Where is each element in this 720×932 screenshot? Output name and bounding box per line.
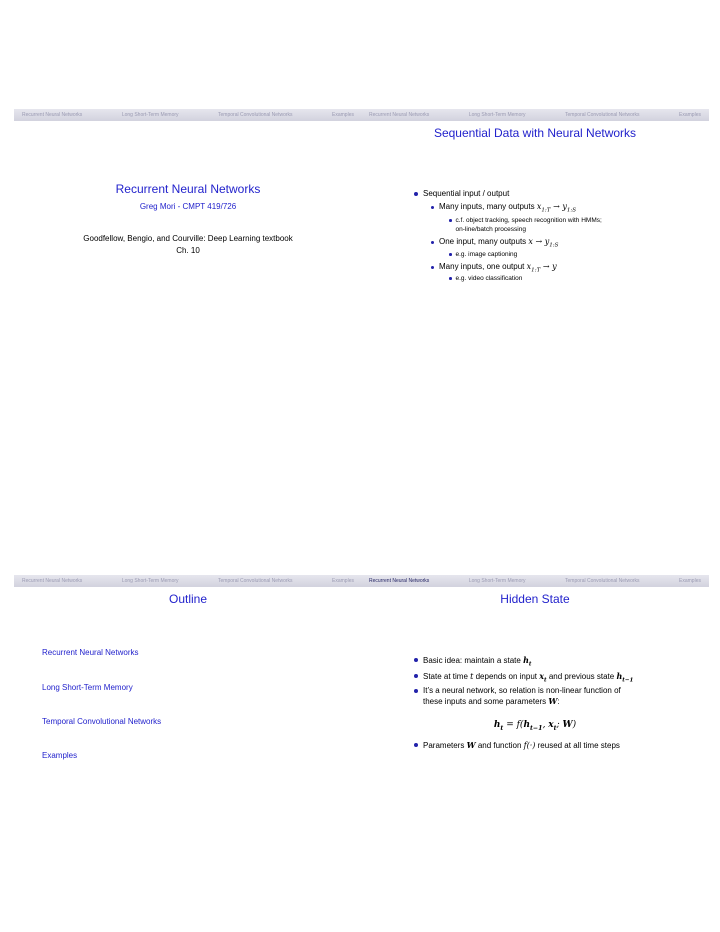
outline-item-rnn[interactable]: Recurrent Neural Networks xyxy=(42,648,139,657)
bullet-item xyxy=(414,655,532,670)
nav-item-rnn[interactable]: Recurrent Neural Networks xyxy=(369,578,430,584)
nav-bar xyxy=(14,109,362,121)
bullet-text: these inputs and some parameters xyxy=(423,697,547,706)
bullet-item xyxy=(431,237,559,251)
formula: $h_{t-1}$ xyxy=(616,671,634,684)
nav-item-lstm[interactable]: Long Short-Term Memory xyxy=(468,578,526,584)
nav-item-lstm[interactable]: Long Short-Term Memory xyxy=(468,112,526,118)
author-line: Greg Mori - CMPT 419/726 xyxy=(139,202,237,211)
nav-item-lstm[interactable]: Long Short-Term Memory xyxy=(121,578,179,584)
bullet-icon xyxy=(414,658,418,662)
bullet-text: reused at all time steps xyxy=(537,741,620,750)
bullet-text: e.g. video classification xyxy=(455,275,523,282)
bullet-text: and previous state xyxy=(548,672,615,681)
outline-item-examples[interactable]: Examples xyxy=(42,751,78,760)
bullet-icon xyxy=(449,219,452,222)
bullet-item xyxy=(449,274,522,283)
bullet-text: Many inputs, many outputs xyxy=(439,202,535,211)
bullet-text: e.g. image captioning xyxy=(455,251,518,258)
formula: $h_t$ xyxy=(523,655,532,668)
bullet-icon xyxy=(431,266,434,269)
outline-item-tcn[interactable]: Temporal Convolutional Networks xyxy=(42,717,162,726)
bullet-item xyxy=(414,671,633,686)
bullet-item xyxy=(414,740,620,751)
nav-item-tcn[interactable]: Temporal Convolutional Networks xyxy=(565,112,640,118)
bullet-text: Many inputs, one output xyxy=(439,262,525,271)
nav-item-tcn[interactable]: Temporal Convolutional Networks xyxy=(565,578,640,584)
nav-item-lstm[interactable]: Long Short-Term Memory xyxy=(121,112,179,118)
formula: $x_{1:T} \to y$ xyxy=(526,262,557,274)
slide-1 xyxy=(14,109,362,370)
bullet-item: It’s a neural network, so relation is non-linear function of these inputs and some parameters W: xyxy=(414,686,621,707)
nav-item-tcn[interactable]: Temporal Convolutional Networks xyxy=(218,112,293,118)
bullet-icon xyxy=(414,674,418,678)
formula: $x \to y_{1:S}$ xyxy=(528,237,559,249)
bullet-text: It’s a neural network, so relation is non-linear function of xyxy=(423,686,621,695)
bullet-text: Basic idea: maintain a state xyxy=(423,656,521,665)
nav-item-rnn[interactable]: Recurrent Neural Networks xyxy=(22,112,83,118)
nav-item-rnn[interactable]: Recurrent Neural Networks xyxy=(369,112,430,118)
formula: t xyxy=(470,672,474,681)
nav-item-examples[interactable]: Examples xyxy=(332,578,354,584)
bullet-item xyxy=(414,189,509,199)
slide-title: Sequential Data with Neural Networks xyxy=(433,126,637,140)
bullet-icon xyxy=(431,206,434,209)
slide-4 xyxy=(361,575,709,836)
bullet-icon xyxy=(431,241,434,244)
formula: f(·) xyxy=(523,741,536,750)
presentation-title: Recurrent Neural Networks xyxy=(115,182,261,196)
bullet-icon xyxy=(449,277,452,280)
bullet-icon xyxy=(449,253,452,256)
equation: $h_t = f(h_{t-1}$, $x_t$; W) xyxy=(493,720,577,732)
slide-3 xyxy=(14,575,362,836)
bullet-text: c.f. object tracking, speech recognition with HMMs; xyxy=(455,217,602,224)
outline-item-lstm[interactable]: Long Short-Term Memory xyxy=(42,683,133,692)
nav-bar xyxy=(361,109,709,121)
nav-bar xyxy=(361,575,709,587)
reference-line: Goodfellow, Bengio, and Courville: Deep Learning textbook xyxy=(83,234,293,243)
formula: $x_t$ xyxy=(539,671,547,684)
nav-item-examples[interactable]: Examples xyxy=(679,112,701,118)
bullet-text: State at time xyxy=(423,672,468,681)
bullet-text: and function xyxy=(477,741,522,750)
bullet-text: on-line/batch processing xyxy=(455,226,526,233)
bullet-item xyxy=(449,216,602,234)
slide-2 xyxy=(361,109,709,370)
nav-item-tcn[interactable]: Temporal Convolutional Networks xyxy=(218,578,293,584)
bullet-text: One input, many outputs xyxy=(439,237,527,246)
bullet-item xyxy=(431,202,576,216)
bullet-icon xyxy=(414,192,418,196)
bullet-icon xyxy=(414,689,418,693)
formula: $x_{1:T} \to y_{1:S}$ xyxy=(536,202,577,214)
bullet-item xyxy=(449,250,517,259)
slide-title: Hidden State xyxy=(500,592,570,606)
formula: W xyxy=(466,740,476,750)
bullet-text: depends on input xyxy=(475,672,537,681)
bullet-text: Sequential input / output xyxy=(423,189,510,198)
bullet-icon xyxy=(414,743,418,747)
slide-title: Outline xyxy=(168,592,208,606)
nav-bar xyxy=(14,575,362,587)
nav-item-examples[interactable]: Examples xyxy=(679,578,701,584)
chapter-line: Ch. 10 xyxy=(176,246,200,255)
formula: W xyxy=(548,696,558,706)
nav-item-examples[interactable]: Examples xyxy=(332,112,354,118)
bullet-text: Parameters xyxy=(423,741,465,750)
nav-item-rnn[interactable]: Recurrent Neural Networks xyxy=(22,578,83,584)
